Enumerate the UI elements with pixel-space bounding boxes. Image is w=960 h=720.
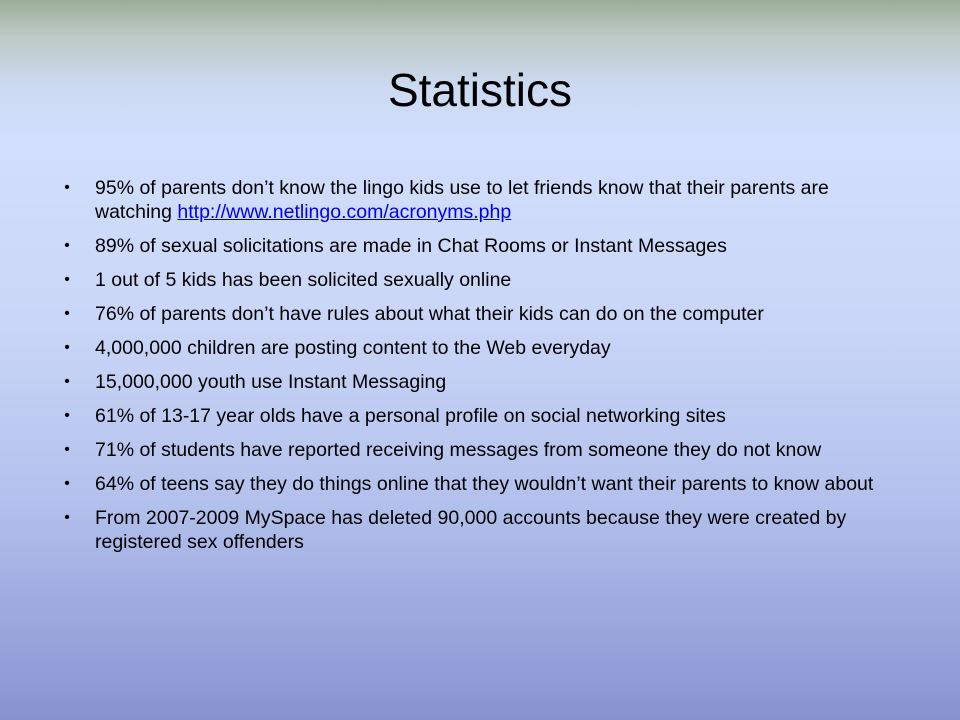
- bullet-item: [60, 370, 910, 394]
- bullet-icon: •: [64, 509, 70, 526]
- bullet-item: [60, 268, 910, 292]
- slide-title: Statistics: [387, 64, 573, 116]
- bullet-text: 61% of 13-17 year olds have a personal profile on social networking sites: [95, 405, 726, 427]
- bullet-text: 15,000,000 youth use Instant Messaging: [95, 371, 447, 393]
- bullet-item: [60, 506, 910, 554]
- bullet-icon: •: [64, 305, 70, 322]
- bullet-item: [60, 472, 910, 496]
- netlingo-link[interactable]: http://www.netlingo.com/acronyms.php: [177, 201, 512, 223]
- bullet-item: [60, 404, 910, 428]
- bullet-item: [60, 176, 910, 224]
- bullet-text: 1 out of 5 kids has been solicited sexually online: [95, 269, 512, 291]
- bullet-item: [60, 302, 910, 326]
- bullet-icon: •: [64, 339, 70, 356]
- bullet-text: From 2007-2009 MySpace has deleted 90,000 accounts because they were created by registered sex offenders: [95, 507, 847, 553]
- bullet-icon: •: [64, 373, 70, 390]
- bullet-text: 71% of students have reported receiving messages from someone they do not know: [95, 439, 822, 461]
- bullet-text: 76% of parents don’t have rules about what their kids can do on the computer: [95, 303, 764, 325]
- bullet-icon: •: [64, 407, 70, 424]
- bullet-list: [60, 176, 910, 564]
- bullet-icon: •: [64, 179, 70, 196]
- bullet-item: [60, 336, 910, 360]
- bullet-text: 64% of teens say they do things online that they wouldn’t want their parents to know about: [95, 473, 874, 495]
- bullet-text: 89% of sexual solicitations are made in Chat Rooms or Instant Messages: [95, 235, 727, 257]
- bullet-item: [60, 234, 910, 258]
- bullet-text: 95% of parents don’t know the lingo kids use to let friends know that their parents are watching: [95, 177, 829, 223]
- bullet-item: [60, 438, 910, 462]
- bullet-icon: •: [64, 441, 70, 458]
- bullet-icon: •: [64, 271, 70, 288]
- bullet-icon: •: [64, 237, 70, 254]
- bullet-icon: •: [64, 475, 70, 492]
- bullet-text: 4,000,000 children are posting content to the Web everyday: [95, 337, 611, 359]
